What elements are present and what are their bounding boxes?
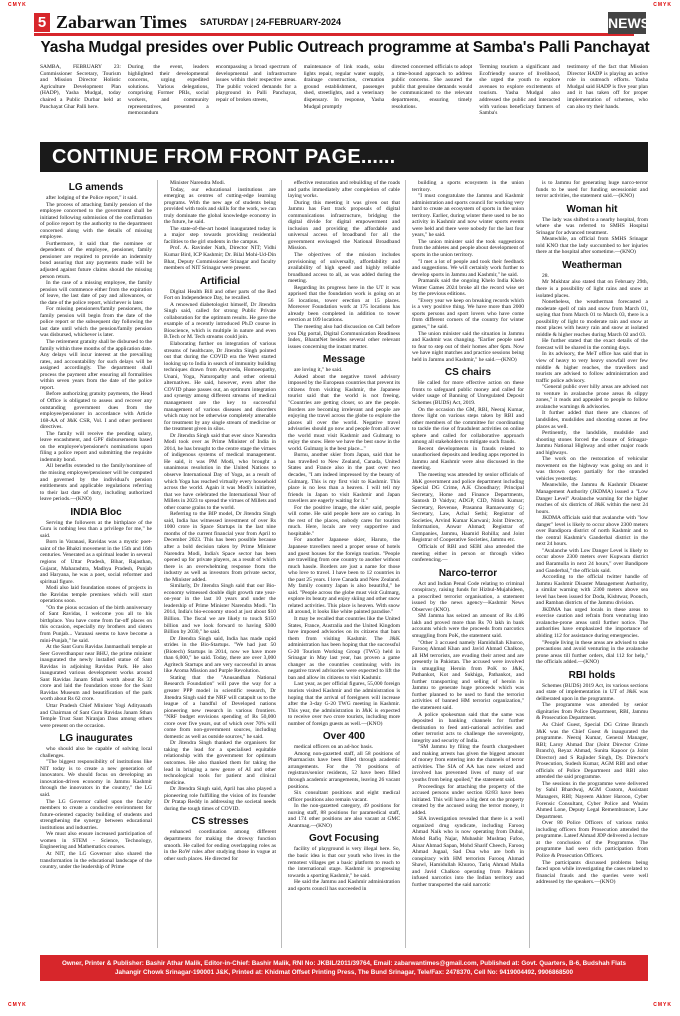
top-story-body (40, 64, 648, 132)
news-item-heading: Govt Focusing (309, 833, 379, 845)
news-paragraph: medical officers on an ad-hoc basis. (294, 744, 374, 751)
news-item-heading: CS chairs (444, 367, 492, 379)
news-paragraph: who should also be capable of solving local challenges. (40, 746, 152, 759)
news-column (288, 180, 406, 948)
news-paragraph: The retirement gratuity shall be disbursed to the family within three months of the application date. Any delays will incur interest at the prevailing rates, and accountability for such delays will be assigned accordingly. The department shall process the payment after ensuring all formalities within seven years from the date of the police report. (40, 339, 152, 391)
news-paragraph: The objectives of the mission includes provisioning of universally, affordability and availability of high speed and highly reliable broadband access to all, as was added during the meeting. (288, 252, 400, 285)
news-paragraph: The union minister said the took suggestions from the athletes and people about development of sports in the union territory. (412, 238, 524, 259)
top-story-column: directed concerned officials to adopt a time-bound approach to address public concerns. She assured the public that genuine demands would be communicated to the relevant departments, ensuring timely resolutions. (391, 64, 473, 110)
news-paragraph: Proceedings for attaching the property of the accused persons under section 82/83 have been initiated. This will have a big dent on the property created by the accused using the terror money, it added. (412, 783, 524, 816)
news-paragraph: Officials of RBI and SEBI also attended the meeting either in person or through video conferencing.— (412, 543, 524, 564)
news-paragraph: All benefits extended to the family/nominee of the missing employee/pensioner will be computed and governed by the individual's pension entitlements and applicable regulations referring to their last date of duty, including authorized leave periods.—(KNO) (40, 463, 152, 503)
top-story-headline: Yasha Mudgal presides over Public Outreach programme at Samba's Palli Panchayat (40, 39, 650, 56)
masthead-rule (34, 33, 634, 36)
news-column (412, 180, 530, 948)
news-paragraph: is to Jammu for generating huge narco-terror funds to be used for funding secessionist and terror activities, the statement said.—(KNO) (536, 180, 648, 200)
news-paragraph: Born in Varanasi, Ravidas was a mystic poet-saint of the Bhakti movement in the 15th and 16th centuries. Venerated as a spiritual leader in several regions of Uttar Pradesh, Bihar, Rajasthan, Gujarat, Maharashtra, Madhya Pradesh, Punjab and Haryana, he was a poet, social reformer and spiritual figure. (40, 539, 152, 585)
news-paragraph: Referring to the BIP model, Dr Jitendra Singh said, India has witnessed investment of over Rs 1000 crore in Space Startups in the last nine months of the current financial year from April to December 2023. This has been possible because after a bold decision taken by Prime Minister Narendra Modi, India's Space sector has been opened up for private players, as a result of which there is an overwhelming response from the industry as well as investors from private sector, the Minister added. (164, 511, 276, 583)
news-item-heading: Message (322, 354, 366, 366)
news-paragraph: SM Jamma has seized an amount of Rs 4.86 lakh and proved more than Rs 70 lakh in bank accounts which were the proceeds from narcotics smuggling from PoK, the statement said. (412, 613, 524, 639)
imprint-line-2: Jahangir Chowk Srinagar-190001 J&K, Printed at: Khidmat Offset Printing Press, The Bund Srinagar, Tele/Fax: 2478370, Cell No: 9419004492, 9906868500 (115, 969, 573, 976)
news-paragraph: JKDMA has urged locals in these areas to exercise caution and refrain from venturing into avalanche-prone areas until further notice. The authorities have emphasized the importance of abiding 112 for assistance during emergencies. (536, 606, 648, 639)
news-paragraph: Asked about the negative travel advisory imposed by the European countries that prevent its citizens from visiting Kashmir, the Japanese tourist said that the world is not freeing. "Countries are getting closer, so are the people. Borders are becoming irrelevant and people are enjoying the travel across the globe to explore the places all over the world. Negative travel advisories should go now and people from all over the world must visit Kashmir and Gulmarg to enjoy the snow. Here we have the best snow in the world. Gulmarg is the best place..." (288, 373, 400, 452)
news-paragraph: facility of playground is very illegal here. So, the basic idea is that our youth who lives in the remotest villages get a basic platform to reach to the international stage. Kashmir is progressing towards a sporting Kashmir," he said. (288, 846, 400, 879)
news-paragraph: At NIT, the LG Governor also shared the transformation in the educational landscape of the country, under the leadership of Prime (40, 850, 152, 871)
newspaper-brand: Zabarwan Times (56, 12, 187, 32)
news-paragraph: Dr Jitendra Singh said that ever since Narendra Modi took over as Prime Minister of India in 2014, he has brought to the centre stage the virtues of indigenous systems of medical management. He said, it was PM Modi, who brought a unanimous resolution in the United Nations to observe International Day of Yoga, as a result of which Yoga has reached virtually every household across the world. Again it was Modi's initiative, that we have celebrated the International Year of Millets in 2023 to spread the virtues of Millets and other coarse grains to the world. (164, 432, 276, 511)
news-paragraph: He further stated that the exact details of the forecast will be shared in the coming days. (536, 338, 648, 351)
news-paragraph: "SM Jammu by filing the fourth chargesheet and making arrests has given the biggest amount of money from entering into the channels of terror activities. The SIA of AA has now seized and involved has prevented lives of many of our youths from being spoiled," the statement said. (412, 744, 524, 784)
news-paragraph: Today, our educational institutions are emerging as centres of cutting-edge learning programs. With the new age of students being provided with tools and skills for the work, we can truly dominate the global knowledge economy in the future, he said. (164, 186, 276, 226)
news-item (412, 568, 524, 889)
news-item (40, 733, 152, 870)
news-paragraph: Modi also laid foundation stones of projects in the Ravidas temple premises which will start operations soon. (40, 585, 152, 605)
news-item (536, 670, 648, 886)
news-paragraph: "People living in these areas are advised to take precautions and avoid venturing in the avalanche prone areas till further orders, dial 112 for help," the officials added.—(KNO) (536, 639, 648, 666)
news-paragraph: It may be recalled that countries like the United States, France, Australia and the United Kingdom have imposed advisories on its citizens that bars them from visiting Kashmir. The J&K administration has been hoping that the successful G-20 Tourism Working Group (TWG) held in Srinagar in May last year, has proven a game changer as the countries continuing with its negative travel advisories were expected to lift the ban and allow its citizens to visit Kashmir. (288, 616, 400, 681)
news-paragraph: Mr Mukhtar also stated that on February 29th, there is a possibility of light rains and snow at isolated places. (536, 279, 648, 299)
news-paragraph: Among non-gazetted staff, all 58 positions of Pharmacists have been filled through academic arrangements. For the 78 positions of registrars/senior residents, 52 have been filled through academic arrangements, leaving 26 vacant positions. (288, 750, 400, 790)
news-paragraph: At the Sant Guru Ravidas Janmasthali temple at Seer Goverdhanpur near BHU, the prime minister inaugurated the newly installed statue of Sant Ravidas in adjoining Ravidas Park. He also inaugurated various development works around Sant Ravidas Janam Sthali worth about Rs 32 crore and laid the foundation stone for the Sant Ravidas Museum and beautification of the park worth about Rs 62 crore. (40, 644, 152, 703)
continuation-banner: CONTINUE FROM FRONT PAGE...... (40, 142, 648, 172)
news-item-heading: Artificial (199, 275, 240, 287)
news-paragraph: Furthermore, it said that the nominee or dependents of the employee, pensioner, family pensioner are required to provide an indemnity bond assuring that any payments made will be adjusted against future claims should the missing person return. (40, 240, 152, 280)
registration-mark-top-left: CMYK (8, 2, 27, 8)
news-item (288, 354, 400, 727)
news-paragraph: He said the Jammu and Kashmir administration and sports council has succeeded in (288, 879, 400, 892)
news-column (164, 180, 282, 948)
top-story-column: testimony of the fact that Mission Director HADP is playing an active role in outreach efforts. Yasha Mudgal said HADP is five year plan and it has taken off for proper implementation of schemes, who can also try their hands. (567, 64, 648, 110)
imprint-footer (40, 955, 648, 981)
news-item (288, 180, 400, 350)
news-paragraph: The LG Governor called upon the faculty members to create a conducive environment for future-oriented capacity building of students and strengthening the synergy between educational institutions and industries. (40, 798, 152, 831)
news-paragraph: Digital Health Bill and other parts of the Red Fort on Independence Day, he recalled. (164, 288, 276, 302)
news-item-heading: RBI holds (568, 669, 616, 681)
news-item (164, 816, 276, 862)
news-item-heading: LG amends (68, 182, 124, 193)
news-paragraph: Regarding its progress here in the UT it was apprised that the foundation work is going on at 56 locations, tower erection at 15 places. Moreover Foundation work at 175 locations has already been completed in addition to tower erection at 109 locations. (288, 284, 400, 324)
news-item-heading: LG inaugurates (59, 733, 133, 745)
issue-date: SATURDAY | 24-FEBRUARY-2024 (200, 17, 342, 27)
top-story-column: During the event, leaders highlighted their developmental concerns, urging expedited solutions. Various delegations, comprising Former PRIs, social workers, and community representatives, presented a memorandum (127, 64, 209, 117)
news-paragraph: Pertinently, the landslide, mudslide and shooting stones forced the closure of Srinagar-Jammu National Highway and other major roads and highways. (536, 430, 648, 456)
news-paragraph: For the positive image, the skier said, people will come. He said people here are so caring. In the rest of the places, nobody cares for tourists much. Here, locals are very supportive and hospitable." (288, 504, 400, 537)
news-paragraph: The meeting was attended by senior officials of J&K government and police department including Special DG Crime, A.K Choudhary; Principal Secretary, Home and Finance Departments, Santosh D Vaidya; ADGP, CID, Nitish Kumar; Secretary, Revenue, Prasanna Ramaswamy G; Secretary, Law, Achal Sethi; Registrar of Societies, Arvind Kumar Karwani; Joint Director, Information, Anwar Ahmad; Registrar of Companies, Jammu, Haamid Rohilla; and Joint Registrar of Cooperative Societies, Jammu etc. (412, 471, 524, 544)
news-paragraph: building a sports ecosystem in the union territory. (412, 180, 524, 193)
news-item (536, 260, 648, 666)
news-paragraph: For missing pensioners/family pensioners, the family pension will begin from the date of the police report or the subsequent day following the last date until which the pension/family pension was disbursed, whichever is later. (40, 306, 152, 339)
news-paragraph: after lodging of the Police report," it said. (46, 195, 138, 201)
news-paragraph: The state-of-the-art hostel inaugurated today is a major step towards providing residential facilities to the girl students in the campus. (164, 225, 276, 245)
news-paragraph: In its advisory, the MeT office has said that in view of heavy to very heavy snowfall over few middle & higher reaches, the travellers and tourists are advised to follow administration and traffic police advisory. (536, 351, 648, 384)
news-item (40, 507, 152, 730)
news-paragraph: "Other 3 accused namely Hamidullah Khuroo, Farooq Ahmad Khan and Javid Ahmad Chalkoo, all HM terrorists, are evading their arrest and are presently in Pakistan. The accused were involved in smuggling Heroin from PoK to J&K, Pathankot, Kot and Sukhiga, Pathankot, and further transporting and selling of heroin in Jammu to generate huge proceeds which was further planned to be used to fund the terrorist activities of banned HM terrorist organization," the statement said. (412, 639, 524, 712)
top-story-column: Terming tourism a significant and Ecofriendly source of livelihood, she urged the youth to explore avenues to explore excitements of tourism. Yasha Mudgal also addressed the public and interacted with various beneficiary farmers of Samba's (479, 64, 561, 117)
news-paragraph: Uttar Pradesh Chief Minister Yogi Adityanath and Chairman of Sant Guru Ravidas Janam Sthan Temple Trust Sant Niranjan Dass among others were present on the occasion. (40, 703, 152, 729)
news-item-heading: CS stresses (191, 816, 249, 828)
news-paragraph: Stating that the "Anusandhan National Research Foundation" will pave the way for a greater PPP model in scientific research, Dr Jitendra Singh said the NRF will catapult us to the league of a handful of Developed nations pioneering new research in various frontiers. "NRF budget envisions spending of Rs 50,000 crore over five years, out of which over 70% will come from non-government sources, including domestic as well as outside sources," he said. (164, 674, 276, 740)
news-item (288, 833, 400, 892)
news-paragraph: According to the official twitter handle of Jammu Kashmir Disaster Management Authority, a similar warning with 2300 meters above sea level has been issued for Doda, Kishtwar, Poonch, and Ramban districts of the Jammu division. (536, 574, 648, 607)
news-paragraph: On the occasion the GM, RBI, Neeraj Kumar, threw light on various steps taken by RBI and other members of the committee for coordinating to tackle the rise of fraudulent activities on online sphere and called for collaborative approach among all stakeholders to mitigate such frauds. (412, 406, 524, 446)
news-paragraph: "Avalanche with Low Danger Level is likely to occur above 2300 meters over Kupwara district and Baramulla in next 24 hours," over Bandipore and Ganderbal," the officials said. (536, 547, 648, 574)
news-paragraph: In the case of a missing employee, the family pension will commence either from the expiration of leave, the last date of pay and allowances, or the date of the police report, whichever is later. (40, 280, 152, 306)
registration-mark-bottom-right: CMYK (653, 1002, 672, 1008)
news-paragraph: Prof. A. Ravinder Nath, Director NIT; Vidhi Kumar Bird, ICP Kashmir; Dr. Bilal Mohi-Ud-Din Bhat, Deputy Commissioner Srinagar and faculty members of NIT Srinagar were present. (164, 245, 276, 272)
news-paragraph: During this meeting it was given out that Jammu has Fast track proposals of digital communications infrastructure, bridging the digital divide for digital empowerment and inclusion and providing the affordable and universal access of broadband for all the government envisaged the National Broadband Mission. (288, 199, 400, 252)
news-paragraph: "On the pious occasion of the birth anniversary of Sant Ravidas, I welcome you all to his birthplace. You have come from far-off places on this occasion, especially my brothers and sisters from Punjab... Varanasi seems to have become a mini-Punjab," he said. (40, 604, 152, 644)
news-paragraph: The process of attaching family pension of the employee concerned to the government shall be initiated following submission of the confirmation of police report by the authority to the department concerned along with the details of missing employee. (40, 201, 152, 241)
news-item (412, 367, 524, 563)
news-paragraph: Before authorizing gratuity payments, the Head of Office is obligated to assess and recover any outstanding government dues from the employee/pensioner in accordance with Article 168-AA of J&K CSR, Vol. I and other pertinent directives. (40, 391, 152, 431)
news-item-heading: Narco-terror (438, 567, 498, 579)
news-paragraph: "I must congratulate the Jammu and Kashmir administration and sports council for working very hard to create an ecosystem of sports in the union territory. Earlier, during winter there used to be no activity in Kashmir and now winter sports events were held and there were nobody for the last four years," he said. (412, 193, 524, 239)
news-paragraph: The lady was shifted to a nearby hospital, from where she was referred to SMHS Hospital Srinagar for advanced treatment. (536, 216, 648, 236)
news-paragraph: The sessions in the programme were delivered by Sahil Bhardwaj, AGM Custom, Assistant Managers, RBI; Nayeem Akhter Haroon, Cyber Forensic Consultant, Cyber Police and Wasim Ahmed Lone, Deputy Legal Remembrancer, Law Department. (536, 780, 648, 820)
news-paragraph: The union minister said the situation in Jammu and Kashmir was changing. "Earlier people used to fear to step out of their homes after 6pm. Now we have night matches and practice sessions being held in Jammu and Kashmir," he said.—(KNO) (412, 330, 524, 363)
news-paragraph: The family will receive the pending salary, leave encashment, and GPF disbursements based on the employee's/pensioner's nominations upon filing a police report and submitting the requisite indemnity bond. (40, 430, 152, 463)
news-paragraph: Dr Jitendra Singh said, April has also played a pioneering role fulfilling the vision of its founder Dr Pratap Reddy in addressing the societal needs during the tough times of COVID. (164, 786, 276, 812)
news-paragraph: Minister Narendra Modi. (170, 180, 226, 186)
news-column (40, 180, 158, 948)
page-number: 5 (34, 13, 50, 32)
top-story-column: encompassing a broad spectrum of developmental and infrastructure issues within their respective areas. The public voiced demands for a playground in Palli Panchayat, repair of broken streets, (215, 64, 297, 103)
top-story-column: maintenance of link roads, solar lights repair, regular water supply, drainage construction, cremation ground establishment, passenger shed, streetlights, and a veterinary dispensary. In response, Yasha Mudgal promptly (303, 64, 385, 110)
news-paragraph: SIA investigation revealed that there is a well organized drug syndicate, including Farooq Ahmad Naik who is now operating from Dubai, Mohd Rafiq Najar, Mubashir Mushtaq Fafoo, Ainar Ahmad Sapan, Mohd Sharif Cheech, Farooq Ahmad Jugaal, Sad Dua who are both in conspiracy with HM terrorists Farooq Ahmad Shawl, Hamidullah Khuroo, Tariq Ahmad Malla and Javid Chalkoo operating from Pakistan infused narcotics into the Indian territory and further transported the said narcotic (412, 816, 524, 888)
news-paragraph: are loving it," he said. (294, 367, 343, 374)
news-item-heading: Woman hit (566, 203, 618, 215)
news-item (164, 276, 276, 813)
news-paragraph: "The biggest responsibility of institutions like NIT today is to create a new generation of innovators. We should focus on developing an innovation-driven economy in Jammu Kashmir through the innovators in the country," the LG said. (40, 759, 152, 799)
news-paragraph: For another Japanese skier, Haruto, the Japanese travellers need a proper sense of hotels and guest houses for the foreign tourists. "People are travelling from one country to another without much hassle. Borders are just a name for those who love to travel. I have been to 12 countries in the past 25 years. I love Canada and New Zealand. My family country Japan is also beautiful," he said. "People across the globe must visit Gulmarg, explore its beauty and enjoy skiing and other snow related activities. This place is heaven. With snow all around, it looks like white painted paradise." (288, 537, 400, 616)
news-paragraph: enhanced coordination among different departments for making the drowsy function smooth. He called for ending overlapping roles as in the RoW rules after studying those in vogue at other such places. He directed for (164, 829, 276, 862)
news-paragraph: As Chief Guest, Special DG Crime Branch J&K was the Chief Guest & inaugurated the programme. Neeraj Kumar, General Manager, RBI; Laroy Ahmad Dar (Joint Director Crime Branch), Reyaz Ahmad, Sunita Kapoor (a Joint Director) and S Rajinder Singh, Dy. Director's Prosecution, Sudesh Kumar, AGM RBI and other officials of Police Department and RBI also attended the said programme. (536, 722, 648, 781)
news-paragraph: Similarly, Dr Jitendra Singh said that our Bio-economy witnessed double digit growth rate year-on-year in the last 10 years and under the leadership of Prime Minister Narendra Modi. "In 2014, India's bio-economy stood at just about $10 Billion. The fiscal we are likely to touch $150 billion and we look forward to having $300 Billion by 2030," he said. (164, 583, 276, 636)
news-paragraph: 28. (542, 272, 549, 279)
news-paragraph: Meanwhile, an official from SMHS Srinagar told KNO that the lady succumbed to her injuries there at the hospital after sometime.—(KNO) (536, 236, 648, 256)
news-paragraph: Pramanik said the ongoing Khelo India Khelo Winter Games 2024 broke all the record wise set by the previous editions. (412, 278, 524, 298)
news-item-heading: Over 400 (322, 731, 366, 743)
imprint-line-1: Owner, Printer & Publisher: Bashir Athar Malik, Editor-in-Chief: Bashir Malik, RNI No: JKBIL/2011/39764, Email: zabarwantimes@gmail.com, Published at: Govt. Quarters, B-6, Budshah Flats (61, 960, 626, 967)
news-paragraph: He called for more effective action on these fronts to safeguard public money and called for wider usage of Banning of Unregulated Deposit Schemes (BUDS) Act, 2019. (412, 380, 524, 406)
top-story-column: SAMBA, FEBRUARY 23: Commissioner Secretary, Tourism and Mission Director Holistic Agriculture Development Plan (HADP), Yasha Mudgal, today chaired a Public Durbar held at Panchayat Ghar Palli here. (40, 64, 121, 110)
news-paragraph: "General public over hilly areas are advised not to venture in avalanche prone areas & slippy zones," it reads and appealed to people to follow avalanche warnings & advisories. (536, 384, 648, 410)
news-item-heading: Weatherman (562, 259, 622, 271)
news-paragraph: effective restoration and rebuilding of the roads and paths immediately after completion of cable laying works. (288, 180, 400, 200)
news-item (412, 180, 524, 363)
news-paragraph: Schemes (BUDS) 2019 Act, its various sections and state of implementation in UT of J&K was deliberated upon in the programme. (536, 682, 648, 702)
continuation-columns (40, 180, 648, 948)
news-item (40, 182, 152, 503)
news-paragraph: A renowned diabetologist himself, Dr Jitendra Singh said, called for strong Public Private collaboration for the optimum results. He gave the example of a recently introduced Ph.D course in Bioscience, which is multiple in nature and even B.Tech or M. Tech streams could join. (164, 301, 276, 341)
news-paragraph: Six consultant positions and eight medical officer positions also remain vacant. (288, 790, 400, 803)
news-column (536, 180, 648, 948)
news-paragraph: Recent developments in frauds related to unauthorised deposits and lending apps reported in Jammu and Kashmir were also discussed in the meeting. (412, 445, 524, 472)
news-paragraph: A police spokesman said that the same was deposited in banking channels for further destination to feed anti-national activities and other terrorist acts to challenge the sovereignty, integrity and security of India. (412, 711, 524, 744)
news-item (164, 180, 276, 272)
news-paragraph: "Every year we keep on breaking records which is a very positive thing. We have more than 2000 sports persons and sport lovers who have come from different corners of the country for winter games," he said. (412, 297, 524, 331)
news-item (536, 204, 648, 256)
registration-mark-top-right: CMYK (653, 2, 672, 8)
news-paragraph: JKDMA officials said that avalanche with "low danger" level is likely to occur above 2300 meters over Bandipora district of north Kashmir and to the central Kashmir's Ganderbal district in the next 24 hours. (536, 515, 648, 548)
news-paragraph: The participants discussed problems being faced upon while investigating the cases related to financial frauds and the queries were well addressed by the speakers.—(KNO) (536, 859, 648, 886)
news-paragraph: "I met a lot of people and took their feedback and suggestions. We will certainly work further to develop sports in Jammu and Kashmir," he said. (412, 258, 524, 278)
news-paragraph: The meeting also had discussion on Call before you Dig portal, Digital Communication Readiness Index, BharatNet besides several other relevant issues concerning the instant matter. (288, 324, 400, 350)
news-paragraph: Serving the followers at the birthplace of the Guru is nothing less than a privilege for me," he said. (40, 519, 152, 539)
news-paragraph: Meanwhile, the Jammu & Kashmir Disaster Management Authority (JKDMA) issued a "Low Danger Level" Avalanche warning for the higher reaches of six districts of J&K within the next 24 hours. (536, 482, 648, 515)
news-paragraph: Dr Jitendra Singh said, India has made rapid strides in the Bio-Startups. "We had just 50 (Biotech) Startups in 2014, now we have more than 6,000," he said. Today, there are over 3,000 Agritech Startups and are very successful in areas like Aroma Mission and Purple Revolution. (164, 635, 276, 675)
section-tag: NEWS (608, 12, 646, 34)
news-item-heading: INDIA Bloc (70, 506, 122, 518)
registration-mark-bottom-left: CMYK (8, 1002, 27, 1008)
news-paragraph: Act and Indian Penal Code relating to criminal conspiracy, raising funds for Hizbul-Mujahideen, a proscribed terrorist organisation, a statement issued by the news agency—Kashmir News Observer (KNO). (412, 580, 524, 613)
news-item (288, 731, 400, 829)
news-paragraph: Over 80 Police Officers of various ranks including officers from Prosecution attended the programme. Lateef Ahmad JDP delivered a lecture at the conclusion of the Programme. The programme had seen rich participation from Police & Prosecution Officers. (536, 820, 648, 859)
news-item (536, 180, 648, 200)
news-paragraph: We must also ensure increased participation of women in STEM - Science, Technology, Engineering and Mathematics courses. (40, 831, 152, 851)
news-paragraph: Elaborating further on integration of various streams of healthcare, Dr Jitendra Singh pointed out that during the COVID era the West started looking up to India in search of immunity building techniques drawn from Ayurveda, Homoeopathy, Unani, Yoga, Naturopathy and other oriental alternatives. He said, however, even after the COVID phase passes out, an optimum integration and synergy among different streams of medical management are the key to successful management of various diseases and disorders which may not be otherwise completely amenable for treatment by any single stream of medicine or the treatment given in silos. (164, 341, 276, 433)
news-paragraph: Burnu, another skier from Japan, said that he has travelled to New Zealand, Canada, United States and France also in the past over two decades, "I am indeed impressed by the beauty of Gulmarg. This is my first visit to Kashmir. This place is no less than a heaven. I will tell my friends in Japan to visit Kashmir and Japan travellers are eagerly waiting for it." (288, 452, 400, 505)
news-paragraph: The work on the restoration of vehicular movement on the highway was going on and it was thrown open partially for the stranded vehicles yesterday. (536, 456, 648, 482)
news-paragraph: The programme was attended by senior dignitaries from Police Department, RBI, Jammu & Prosecution Department. (536, 702, 648, 722)
news-paragraph: Dr Jitendra Singh thanked the organisers for taking the lead for a specialised equitable relationship with the government for optimum outcomes. He also thanked them for taking the lead in bringing a new genre of AI and other technological tools for patient and clinical medicine. (164, 740, 276, 786)
news-paragraph: In the non-gazetted category, 49 positions for nursing staff, 88 positions for paramedical staff, and 174 other positions are also vacant at GMC Anantnag.—(KNO) (288, 803, 400, 829)
news-paragraph: Nonetheless, the weatherman forecasted a moderate spell of rain and snow from March 01, saying that from March 01 to March 03, there is a possibility of light to moderate rain and snow at most places with heavy rain and snow at isolated middle & higher reaches during March 02 and 03. (536, 299, 648, 338)
news-paragraph: Last year, as per official figures, 55,000 foreign tourists visited Kashmir and the administration is hoping that the arrival of foreigners will increase after the 3-day G-20 TWG meeting in Kashmir. This year, the administration in J&K is expected to receive over two crore tourists, including more number of foreign guests as well.—(KNO) (288, 681, 400, 727)
news-paragraph: It further added that there are chances of landslides, mudslides and shooting stones at few places as well. (536, 410, 648, 430)
